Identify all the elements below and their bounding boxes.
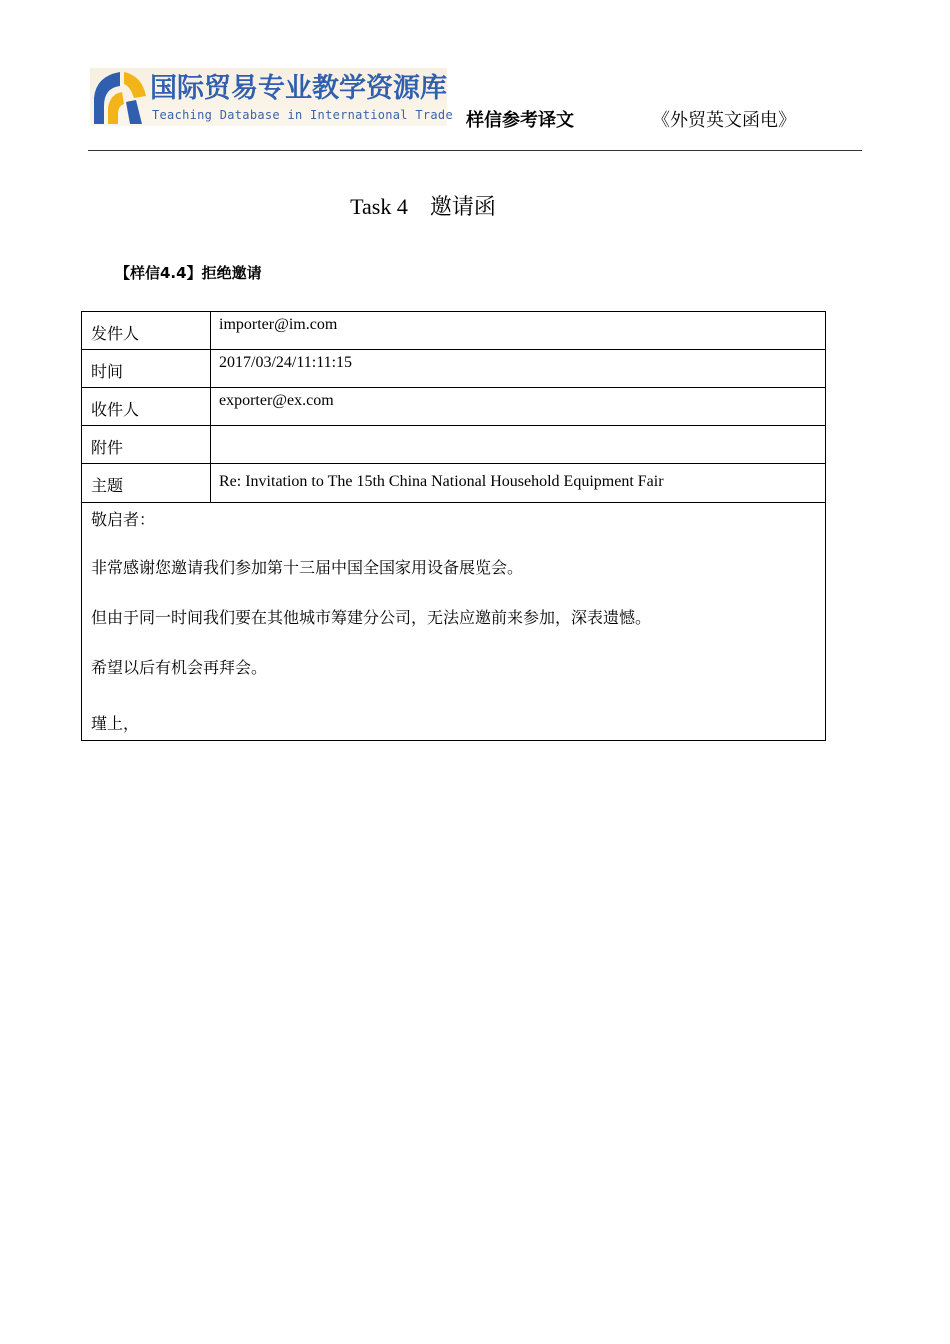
sample-label: 【样信4.4】拒绝邀请 [115, 264, 262, 282]
logo-english-text: Teaching Database in International Trade [152, 108, 453, 122]
time-value: 2017/03/24/11:11:15 [219, 354, 353, 371]
logo-chinese-text: 国际贸易专业教学资源库 [150, 73, 447, 104]
to-label: 收件人 [82, 388, 211, 425]
title-name: 邀请函 [429, 195, 496, 220]
email-row-time [82, 350, 825, 388]
body-closing: 瑾上， [91, 714, 140, 733]
header-divider [88, 150, 862, 151]
time-label: 时间 [82, 350, 211, 387]
header-book-title: 《外贸英文函电》 [652, 110, 796, 131]
email-row-to [82, 388, 825, 426]
email-row-from [82, 312, 825, 350]
subject-label: 主题 [82, 464, 211, 502]
page-title [0, 190, 846, 221]
from-value: importer@im.com [219, 316, 338, 333]
body-paragraph-3: 希望以后有机会再拜会。 [91, 658, 268, 677]
logo-mark-icon [90, 68, 148, 126]
email-table [81, 311, 826, 741]
logo [90, 68, 453, 126]
body-paragraph-1: 非常感谢您邀请我们参加第十三届中国全国家用设备展览会。 [91, 558, 524, 577]
page-header [0, 0, 950, 160]
email-body [82, 503, 825, 740]
header-subtitle: 样信参考译文 [466, 110, 574, 131]
body-salutation: 敬启者： [91, 510, 156, 529]
attachment-label: 附件 [82, 426, 211, 463]
email-row-subject [82, 464, 825, 503]
subject-value: Re: Invitation to The 15th China National Household Equipment Fair [219, 473, 664, 490]
body-paragraph-2: 但由于同一时间我们要在其他城市筹建分公司，无法应邀前来参加，深表遗憾。 [91, 608, 652, 627]
attachment-value [211, 426, 825, 463]
to-value: exporter@ex.com [219, 392, 334, 409]
email-row-attachment [82, 426, 825, 464]
from-label: 发件人 [82, 312, 211, 349]
title-task: Task 4 [350, 194, 408, 219]
